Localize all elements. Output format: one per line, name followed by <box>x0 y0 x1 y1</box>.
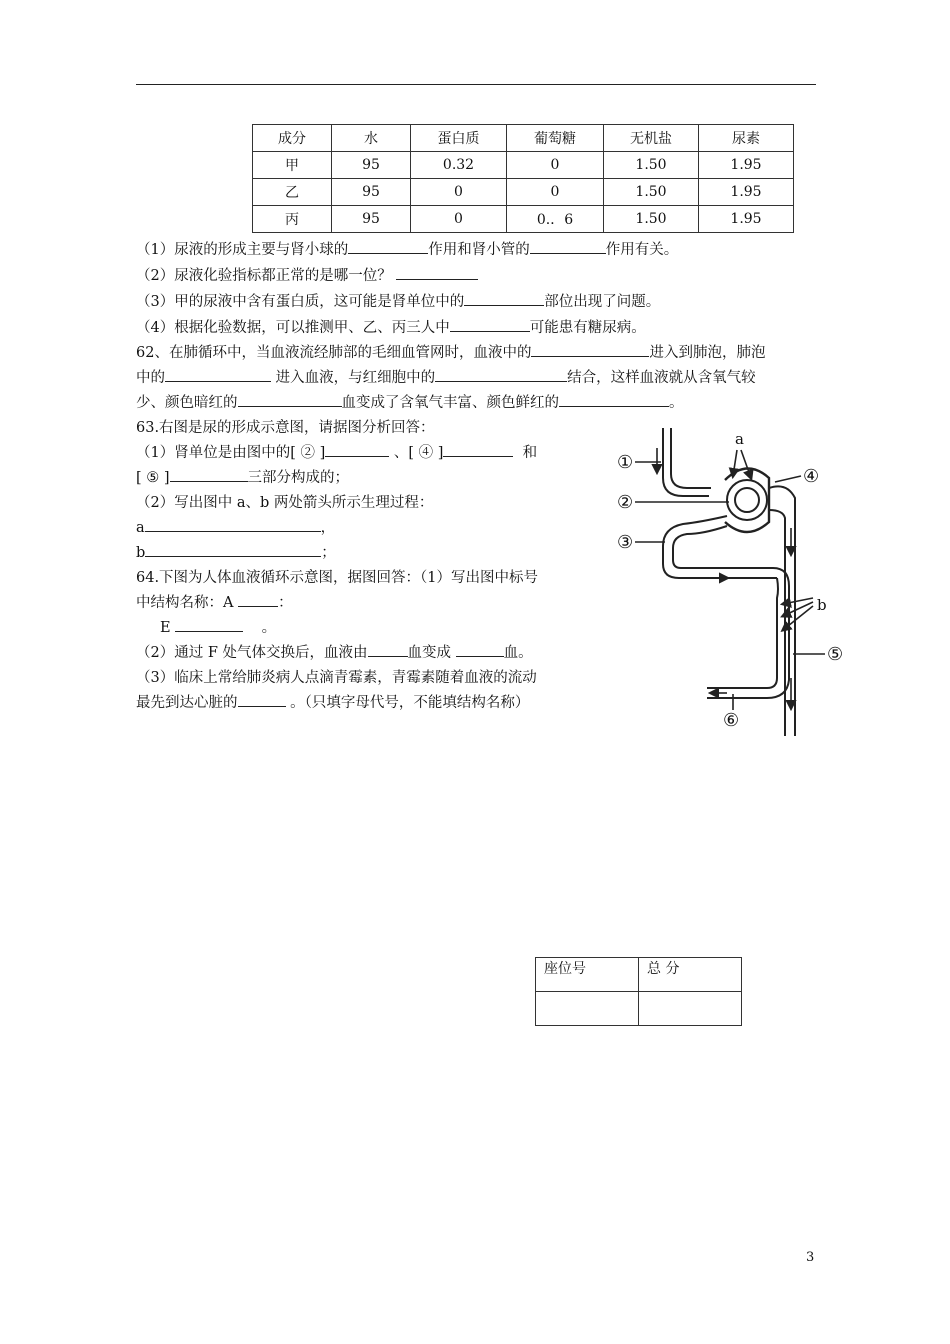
q61-text: （3）甲的尿液中含有蛋白质，这可能是肾单位中的 <box>136 294 465 310</box>
q61-text: （4）根据化验数据，可以推测甲、乙、丙三人中 <box>136 320 450 336</box>
answer-blank[interactable] <box>170 467 248 482</box>
seat-number-field[interactable] <box>536 992 639 1026</box>
label-5: ⑤ <box>827 644 844 665</box>
label-4: ④ <box>803 466 820 487</box>
q63-line-0 <box>136 416 435 437</box>
table-header-row <box>253 125 794 152</box>
table-cell: 95 <box>332 179 411 206</box>
table-cell: 1.50 <box>604 179 699 206</box>
header-cell: 尿素 <box>699 125 794 152</box>
q63-line-1 <box>136 441 537 462</box>
q61-text: 可能患有糖尿病。 <box>529 320 646 336</box>
q63-text: 和 <box>522 445 538 461</box>
table-cell: 乙 <box>253 179 332 206</box>
q62-text: 。 <box>669 395 684 411</box>
answer-blank[interactable] <box>175 617 243 632</box>
q64-text: 64.下图为人体血液循环示意图，据图回答：（1）写出图中标号 <box>136 570 539 586</box>
label-2: ② <box>617 492 634 513</box>
q62-line-1 <box>136 341 765 362</box>
q63-text: （1）肾单位是由图中的[ ② ] <box>136 445 326 461</box>
q63-text: [ ⑤ ] <box>136 470 170 486</box>
afferent-arteriole <box>663 428 709 496</box>
q61-line-1 <box>136 238 678 259</box>
q64-line-6 <box>136 691 529 712</box>
q64-text: 中结构名称：A <box>136 595 234 611</box>
table-row <box>253 152 794 179</box>
answer-blank[interactable] <box>368 642 408 657</box>
answer-blank[interactable] <box>464 291 544 306</box>
arrow-label-a: a <box>735 430 744 448</box>
header-cell: 无机盐 <box>604 125 699 152</box>
q63-line-2 <box>136 466 349 487</box>
header-cell: 水 <box>332 125 411 152</box>
answer-blank[interactable] <box>238 392 342 407</box>
table-cell: 1.50 <box>604 206 699 233</box>
q62-line-3 <box>136 391 684 412</box>
answer-blank[interactable] <box>450 317 530 332</box>
q64-line-2 <box>136 591 293 612</box>
table-row <box>253 206 794 233</box>
renal-capsule <box>725 468 769 532</box>
header-cell: 蛋白质 <box>411 125 507 152</box>
seat-score-box <box>535 957 742 1026</box>
q63-text: ； <box>321 545 336 561</box>
q64-text: 。 <box>261 620 277 636</box>
q64-line-4 <box>136 641 533 662</box>
q63-text: 、[ ④ ] <box>393 445 444 461</box>
q61-text: 部位出现了问题。 <box>544 294 661 310</box>
q64-text: 。（只填字母代号，不能填结构名称） <box>290 695 530 711</box>
q63-text: 三部分构成的； <box>247 470 350 486</box>
q63-text: （2）写出图中 a、b 两处箭头所示生理过程： <box>136 495 434 511</box>
label-1: ① <box>617 452 634 473</box>
q61-text: 作用和肾小管的 <box>428 242 530 258</box>
answer-blank[interactable] <box>530 239 606 254</box>
table-cell: 0 <box>411 206 507 233</box>
page-number: 3 <box>806 1250 815 1265</box>
q64-text: 血变成 <box>407 645 452 661</box>
q61-line-3 <box>136 290 660 311</box>
table-cell: 1.50 <box>604 152 699 179</box>
answer-blank[interactable] <box>145 542 321 557</box>
table-row <box>253 179 794 206</box>
q63-line-3 <box>136 491 433 512</box>
q62-text: 进入血液，与红细胞中的 <box>275 370 436 386</box>
table-cell: 95 <box>332 206 411 233</box>
q64-text: 最先到达心脏的 <box>136 695 238 711</box>
q62-text: 结合，这样血液就从含氧气较 <box>567 370 756 386</box>
q64-text: 血。 <box>503 645 533 661</box>
q63-text: ， <box>320 520 336 536</box>
q62-text: 62、在肺循环中，当血液流经肺部的毛细血管网时，血液中的 <box>136 345 532 361</box>
total-score-label: 总 分 <box>639 958 742 992</box>
q64-text: （3）临床上常给肺炎病人点滴青霉素，青霉素随着血液的流动 <box>136 670 537 686</box>
q64-text: ： <box>278 595 293 611</box>
header-rule <box>136 84 816 85</box>
answer-blank[interactable] <box>559 392 669 407</box>
header-cell: 葡萄糖 <box>507 125 604 152</box>
q64-text: E <box>160 620 171 636</box>
q62-line-2 <box>136 366 756 387</box>
table-cell: 0.．6 <box>507 206 604 233</box>
label-3: ③ <box>617 532 634 553</box>
answer-blank[interactable] <box>145 517 321 532</box>
q63-text: a <box>136 520 145 536</box>
q63-line-5 <box>136 541 336 562</box>
table-cell: 0 <box>411 179 507 206</box>
q63-line-4 <box>136 516 335 537</box>
table-cell: 0 <box>507 179 604 206</box>
answer-blank[interactable] <box>435 367 567 382</box>
table-cell: 0 <box>507 152 604 179</box>
q64-line-3 <box>160 616 276 637</box>
arrow-label-b: b <box>817 596 827 614</box>
q64-line-5 <box>136 666 537 687</box>
total-score-field[interactable] <box>639 992 742 1026</box>
q61-text: （1）尿液的形成主要与肾小球的 <box>136 242 349 258</box>
q64-text: （2）通过 F 处气体交换后，血液由 <box>136 645 368 661</box>
q61-line-2 <box>136 264 478 285</box>
answer-blank[interactable] <box>348 239 428 254</box>
header-cell: 成分 <box>253 125 332 152</box>
q63-text: b <box>136 545 146 561</box>
table-cell: 甲 <box>253 152 332 179</box>
answer-blank[interactable] <box>396 265 478 280</box>
answer-blank[interactable] <box>325 442 389 457</box>
answer-blank[interactable] <box>456 642 504 657</box>
answer-blank[interactable] <box>165 367 271 382</box>
urine-composition-table <box>252 124 794 233</box>
answer-blank[interactable] <box>238 692 286 707</box>
table-cell: 0.32 <box>411 152 507 179</box>
table-cell: 丙 <box>253 206 332 233</box>
table-cell: 1.95 <box>699 179 794 206</box>
q61-line-4 <box>136 316 646 337</box>
q62-text: 进入到肺泡，肺泡 <box>649 345 766 361</box>
q64-line-1 <box>136 566 538 587</box>
table-cell: 1.95 <box>699 206 794 233</box>
label-6: ⑥ <box>723 710 740 731</box>
table-cell: 95 <box>332 152 411 179</box>
q62-text: 中的 <box>136 370 165 386</box>
answer-blank[interactable] <box>443 442 513 457</box>
q62-text: 少、颜色暗红的 <box>136 395 238 411</box>
urine-formation-diagram <box>617 418 852 736</box>
answer-blank[interactable] <box>531 342 649 357</box>
q61-text: 作用有关。 <box>605 242 679 258</box>
q63-title: 63.右图是尿的形成示意图，请据图分析回答： <box>136 420 435 436</box>
answer-blank[interactable] <box>238 592 278 607</box>
q62-text: 血变成了含氧气丰富、颜色鲜红的 <box>341 395 559 411</box>
table-cell: 1.95 <box>699 152 794 179</box>
glomerulus <box>727 480 767 520</box>
q61-text: （2）尿液化验指标都正常的是哪一位？ <box>136 268 392 284</box>
seat-number-label: 座位号 <box>536 958 639 992</box>
